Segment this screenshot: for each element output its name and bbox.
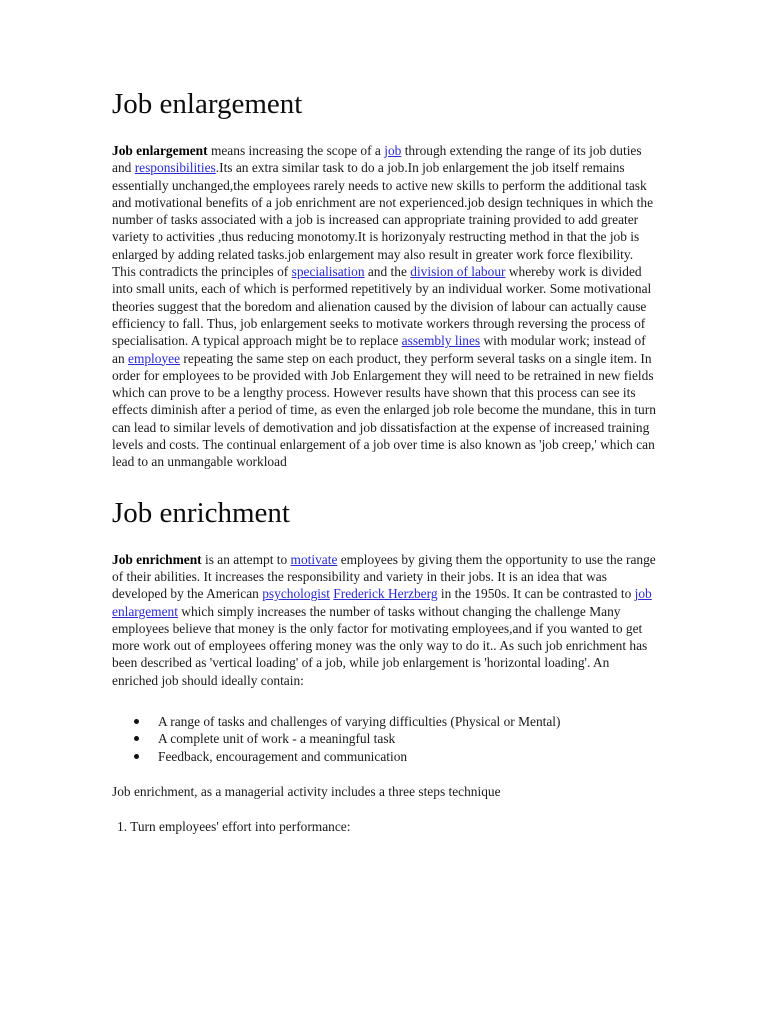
link-division-of-labour[interactable]: division of labour <box>410 264 506 280</box>
enriched-job-list <box>112 713 656 765</box>
text-run: with modular work; instead of an <box>112 333 646 366</box>
text-run: through extending the range of its job duties and <box>112 143 642 176</box>
bullet-icon <box>134 754 139 759</box>
text-run: in the 1950s. It can be contrasted to <box>437 586 635 602</box>
text-run: means increasing the scope of a <box>207 143 385 158</box>
step-item: 1. Turn employees' effort into performance: <box>117 819 351 835</box>
list-item <box>158 730 656 747</box>
link-employee[interactable]: employee <box>128 350 181 366</box>
steps-intro: Job enrichment, as a managerial activity includes a three steps technique <box>112 783 501 799</box>
link-motivate[interactable]: motivate <box>290 551 338 567</box>
link-psychologist[interactable]: psychologist <box>262 586 330 602</box>
list-item-text: A complete unit of work - a meaningful task <box>158 731 396 747</box>
heading-job-enlargement: Job enlargement <box>112 88 303 120</box>
text-run: is an attempt to <box>201 551 291 567</box>
link-frederick-herzberg[interactable]: Frederick Herzberg <box>333 586 438 602</box>
text-run: and the <box>364 264 411 280</box>
steps-list <box>112 818 656 835</box>
bullet-icon <box>134 736 139 741</box>
link-specialisation[interactable]: specialisation <box>291 264 365 280</box>
list-item <box>158 748 656 765</box>
link-responsibilities[interactable]: responsibilities <box>134 160 216 176</box>
bullet-icon <box>134 719 139 724</box>
paragraph-job-enrichment <box>112 551 656 689</box>
link-assembly-lines[interactable]: assembly lines <box>401 333 481 349</box>
term-job-enlargement: Job enlargement <box>112 143 208 158</box>
text-run: .Its an extra similar task to do a job.In job enlargement the job itself remains essentially unchanged,the employees rarely needs to active new skills to perform the additional task and motivational benefits of a job enrichment are not experienced.job design techniques in which the number of tasks associated with a job is increased can appropriate training provided to add greater variety to activities ,thus reducing monotomy.It is horizonyaly restructing method in that the job is enlarged by adding related tasks.job enlargement may also result in greater work force flexibility. This contradicts the principles of <box>112 160 654 280</box>
text-run: employees by giving them the opportunity to use the range of their abilities. It increases the responsibility and variety in their jobs. It is an idea that was developed by the American <box>112 551 656 602</box>
term-job-enrichment: Job enrichment <box>112 551 202 567</box>
heading-job-enrichment: Job enrichment <box>112 496 290 529</box>
list-item-text: Feedback, encouragement and communication <box>158 748 408 764</box>
text-run: whereby work is divided into small units, each of which is performed repetitively by an individual worker. Some motivational theories suggest that the boredom and alienation caused by the division of labour can actually cause efficiency to fall. Thus, job enlargement seeks to motivate workers through reversing the process of specialisation. A typical approach might be to replace <box>112 264 652 349</box>
text-run: which simply increases the number of tasks without changing the challenge Many employees believe that money is the only factor for motivating employees,and if you wanted to get more work out of employees offering money was the only way to do it.. As such job enrichment has been described as 'vertical loading' of a job, while job enlargement is 'horizontal loading'. An enriched job should ideally contain: <box>112 603 648 688</box>
link-job-enlargement[interactable]: job enlargement <box>112 586 652 619</box>
paragraph-job-enlargement <box>112 142 656 471</box>
list-item-text: A range of tasks and challenges of varying difficulties (Physical or Mental) <box>158 714 561 730</box>
list-item <box>158 713 656 730</box>
text-run: repeating the same step on each product, they perform several tasks on a single item. In order for employees to be provided with Job Enlargement they will need to be retrained in new fields which can prove to be a lengthy process. However results have shown that this process can see its effects diminish after a period of time, as even the enlarged job role become the mundane, this in turn can lead to similar levels of demotivation and job dissatisfaction at the expense of increased training levels and costs. The continual enlargement of a job over time is also known as 'job creep,' which can lead to an unmangable workload <box>112 350 656 470</box>
document-page <box>112 86 656 836</box>
link-job[interactable]: job <box>384 143 402 158</box>
